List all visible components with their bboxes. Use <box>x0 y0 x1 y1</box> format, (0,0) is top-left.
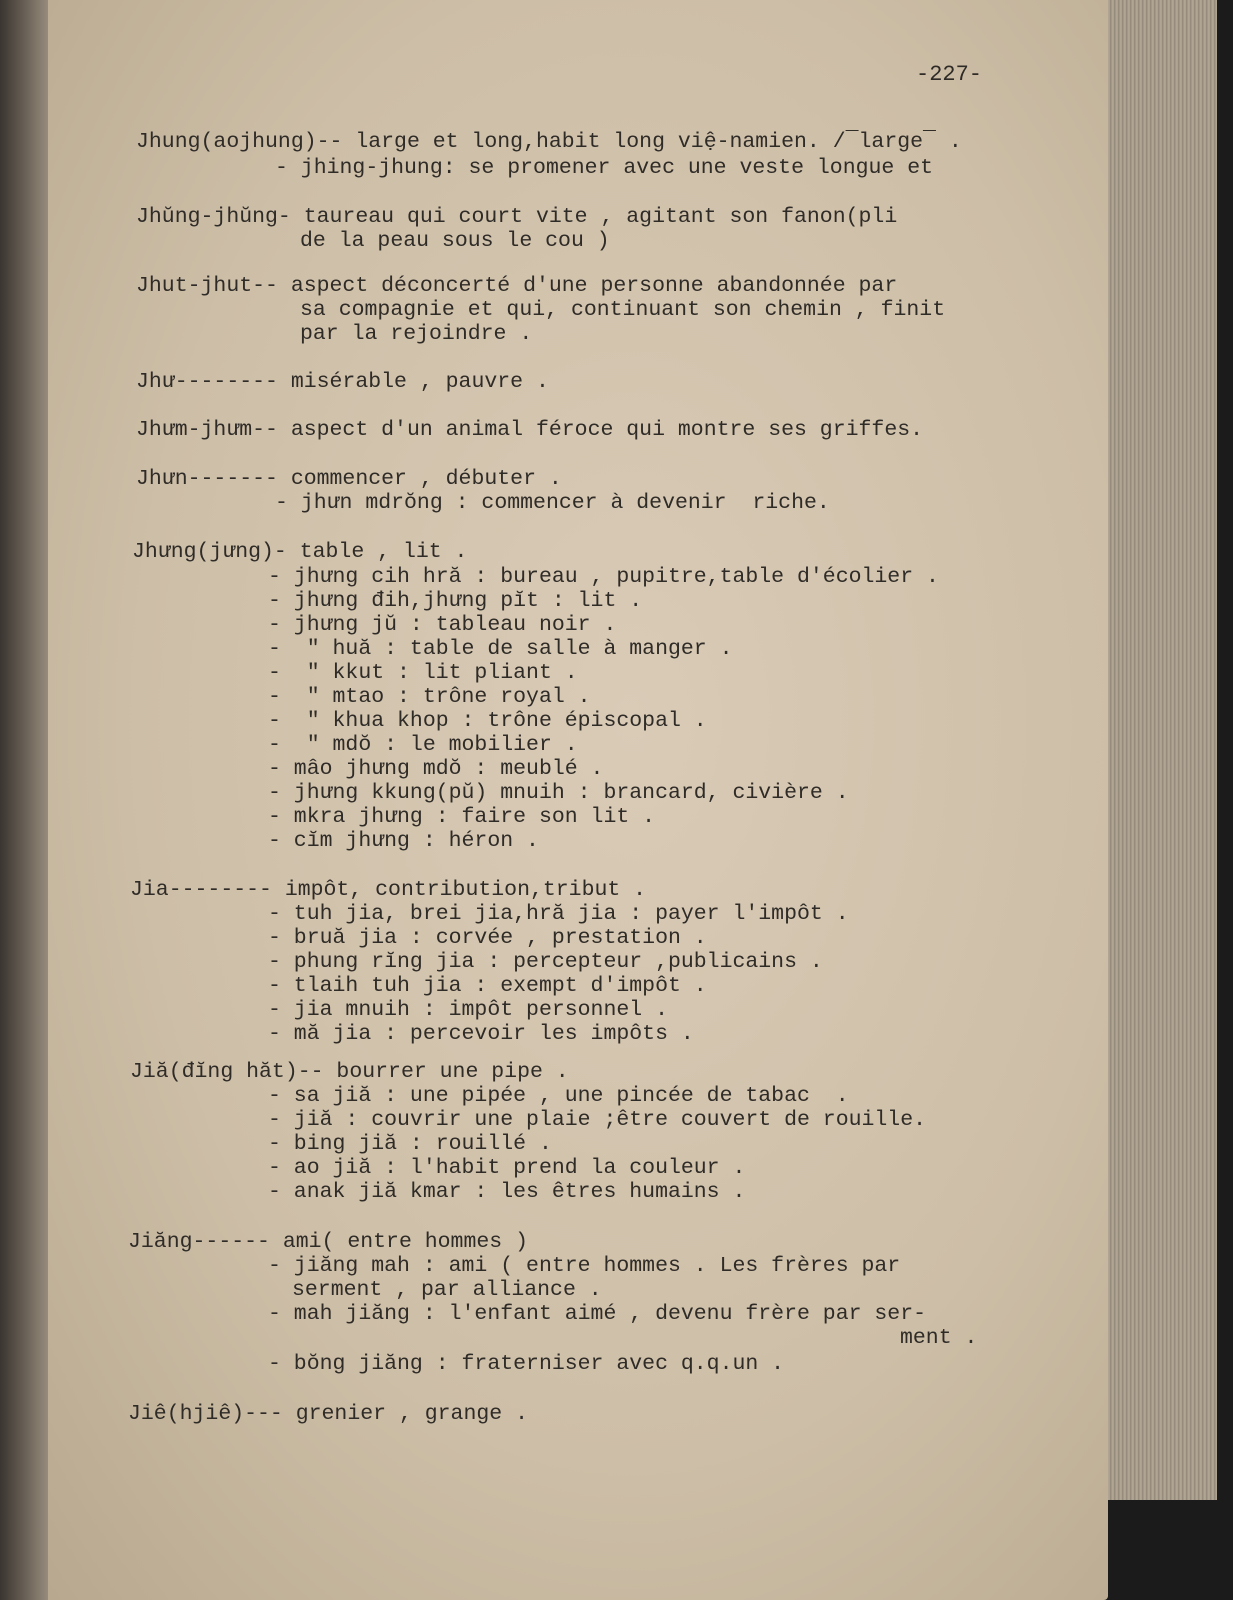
text-line: - " huă : table de salle à manger . <box>268 637 733 661</box>
text-line: - anak jiă kmar : les êtres humains . <box>268 1180 746 1204</box>
text-line: - jhưng jŭ : tableau noir . <box>268 613 617 637</box>
text-line: - " mtao : trône royal . <box>268 685 591 709</box>
text-line: Jhư-------- misérable , pauvre . <box>136 370 549 394</box>
text-line: - " mdŏ : le mobilier . <box>268 733 578 757</box>
text-line: - tlaih tuh jia : exempt d'impôt . <box>268 974 707 998</box>
text-line: Jiê(hjiê)--- grenier , grange . <box>128 1402 528 1426</box>
text-line: - jhưng cih hră : bureau , pupitre,table d'écolier . <box>268 565 939 589</box>
text-line: - " khua khop : trône épiscopal . <box>268 709 707 733</box>
text-line: - tuh jia, brei jia,hră jia : payer l'impôt . <box>268 902 849 926</box>
text-line: de la peau sous le cou ) <box>300 229 610 253</box>
text-line: Jhưng(jưng)- table , lit . <box>132 540 468 564</box>
page-number: -227- <box>916 62 983 87</box>
text-line: - jhưng kkung(pŭ) mnuih : brancard, civière . <box>268 781 849 805</box>
text-line: - phung rĭng jia : percepteur ,publicains . <box>268 950 823 974</box>
text-line: - jhưng đih,jhưng pĭt : lit . <box>268 589 643 613</box>
book-page-edges <box>1105 0 1217 1500</box>
text-line: Jiă(đĭng hăt)-- bourrer une pipe . <box>130 1060 569 1084</box>
text-line: - bruă jia : corvée , prestation . <box>268 926 707 950</box>
text-line: - mah jiăng : l'enfant aimé , devenu frère par ser- <box>268 1302 927 1326</box>
text-line: - cĭm jhưng : héron . <box>268 829 539 853</box>
text-line: serment , par alliance . <box>292 1278 602 1302</box>
text-line: Jhŭng-jhŭng- taureau qui court vite , agitant son fanon(pli <box>136 205 898 229</box>
text-line: - jiă : couvrir une plaie ;être couvert de rouille. <box>268 1108 927 1132</box>
text-line: - sa jiă : une pipée , une pincée de tabac . <box>268 1084 849 1108</box>
text-line: Jiăng------ ami( entre hommes ) <box>128 1230 528 1254</box>
text-line: Jhưn------- commencer , débuter . <box>136 467 562 491</box>
text-line: - jia mnuih : impôt personnel . <box>268 998 668 1022</box>
text-line: - mkra jhưng : faire son lit . <box>268 805 656 829</box>
text-line: Jhung(aojhung)-- large et long,habit long việ-namien. /¯large¯ . <box>136 130 962 154</box>
text-line: - " kkut : lit pliant . <box>268 661 578 685</box>
text-line: Jhut-jhut-- aspect déconcerté d'une personne abandonnée par <box>136 274 898 298</box>
text-line: ment . <box>900 1326 978 1350</box>
dictionary-page <box>48 0 1108 1600</box>
text-line: - mâo jhưng mdŏ : meublé . <box>268 757 604 781</box>
text-line: Jia-------- impôt, contribution,tribut . <box>130 878 647 902</box>
text-line: - mă jia : percevoir les impôts . <box>268 1022 694 1046</box>
text-line: Jhưm-jhưm-- aspect d'un animal féroce qui montre ses griffes. <box>136 418 924 442</box>
text-line: - bing jiă : rouillé . <box>268 1132 552 1156</box>
text-line: - ao jiă : l'habit prend la couleur . <box>268 1156 746 1180</box>
left-page-edge <box>0 0 50 1600</box>
text-line: - jiăng mah : ami ( entre hommes . Les frères par <box>268 1254 901 1278</box>
text-line: - jhưn mdrŏng : commencer à devenir riche. <box>275 491 830 515</box>
text-line: - bŏng jiăng : fraterniser avec q.q.un . <box>268 1352 785 1376</box>
text-line: par la rejoindre . <box>300 322 533 346</box>
text-line: - jhing-jhung: se promener avec une veste longue et <box>275 156 934 180</box>
text-line: sa compagnie et qui, continuant son chemin , finit <box>300 298 946 322</box>
